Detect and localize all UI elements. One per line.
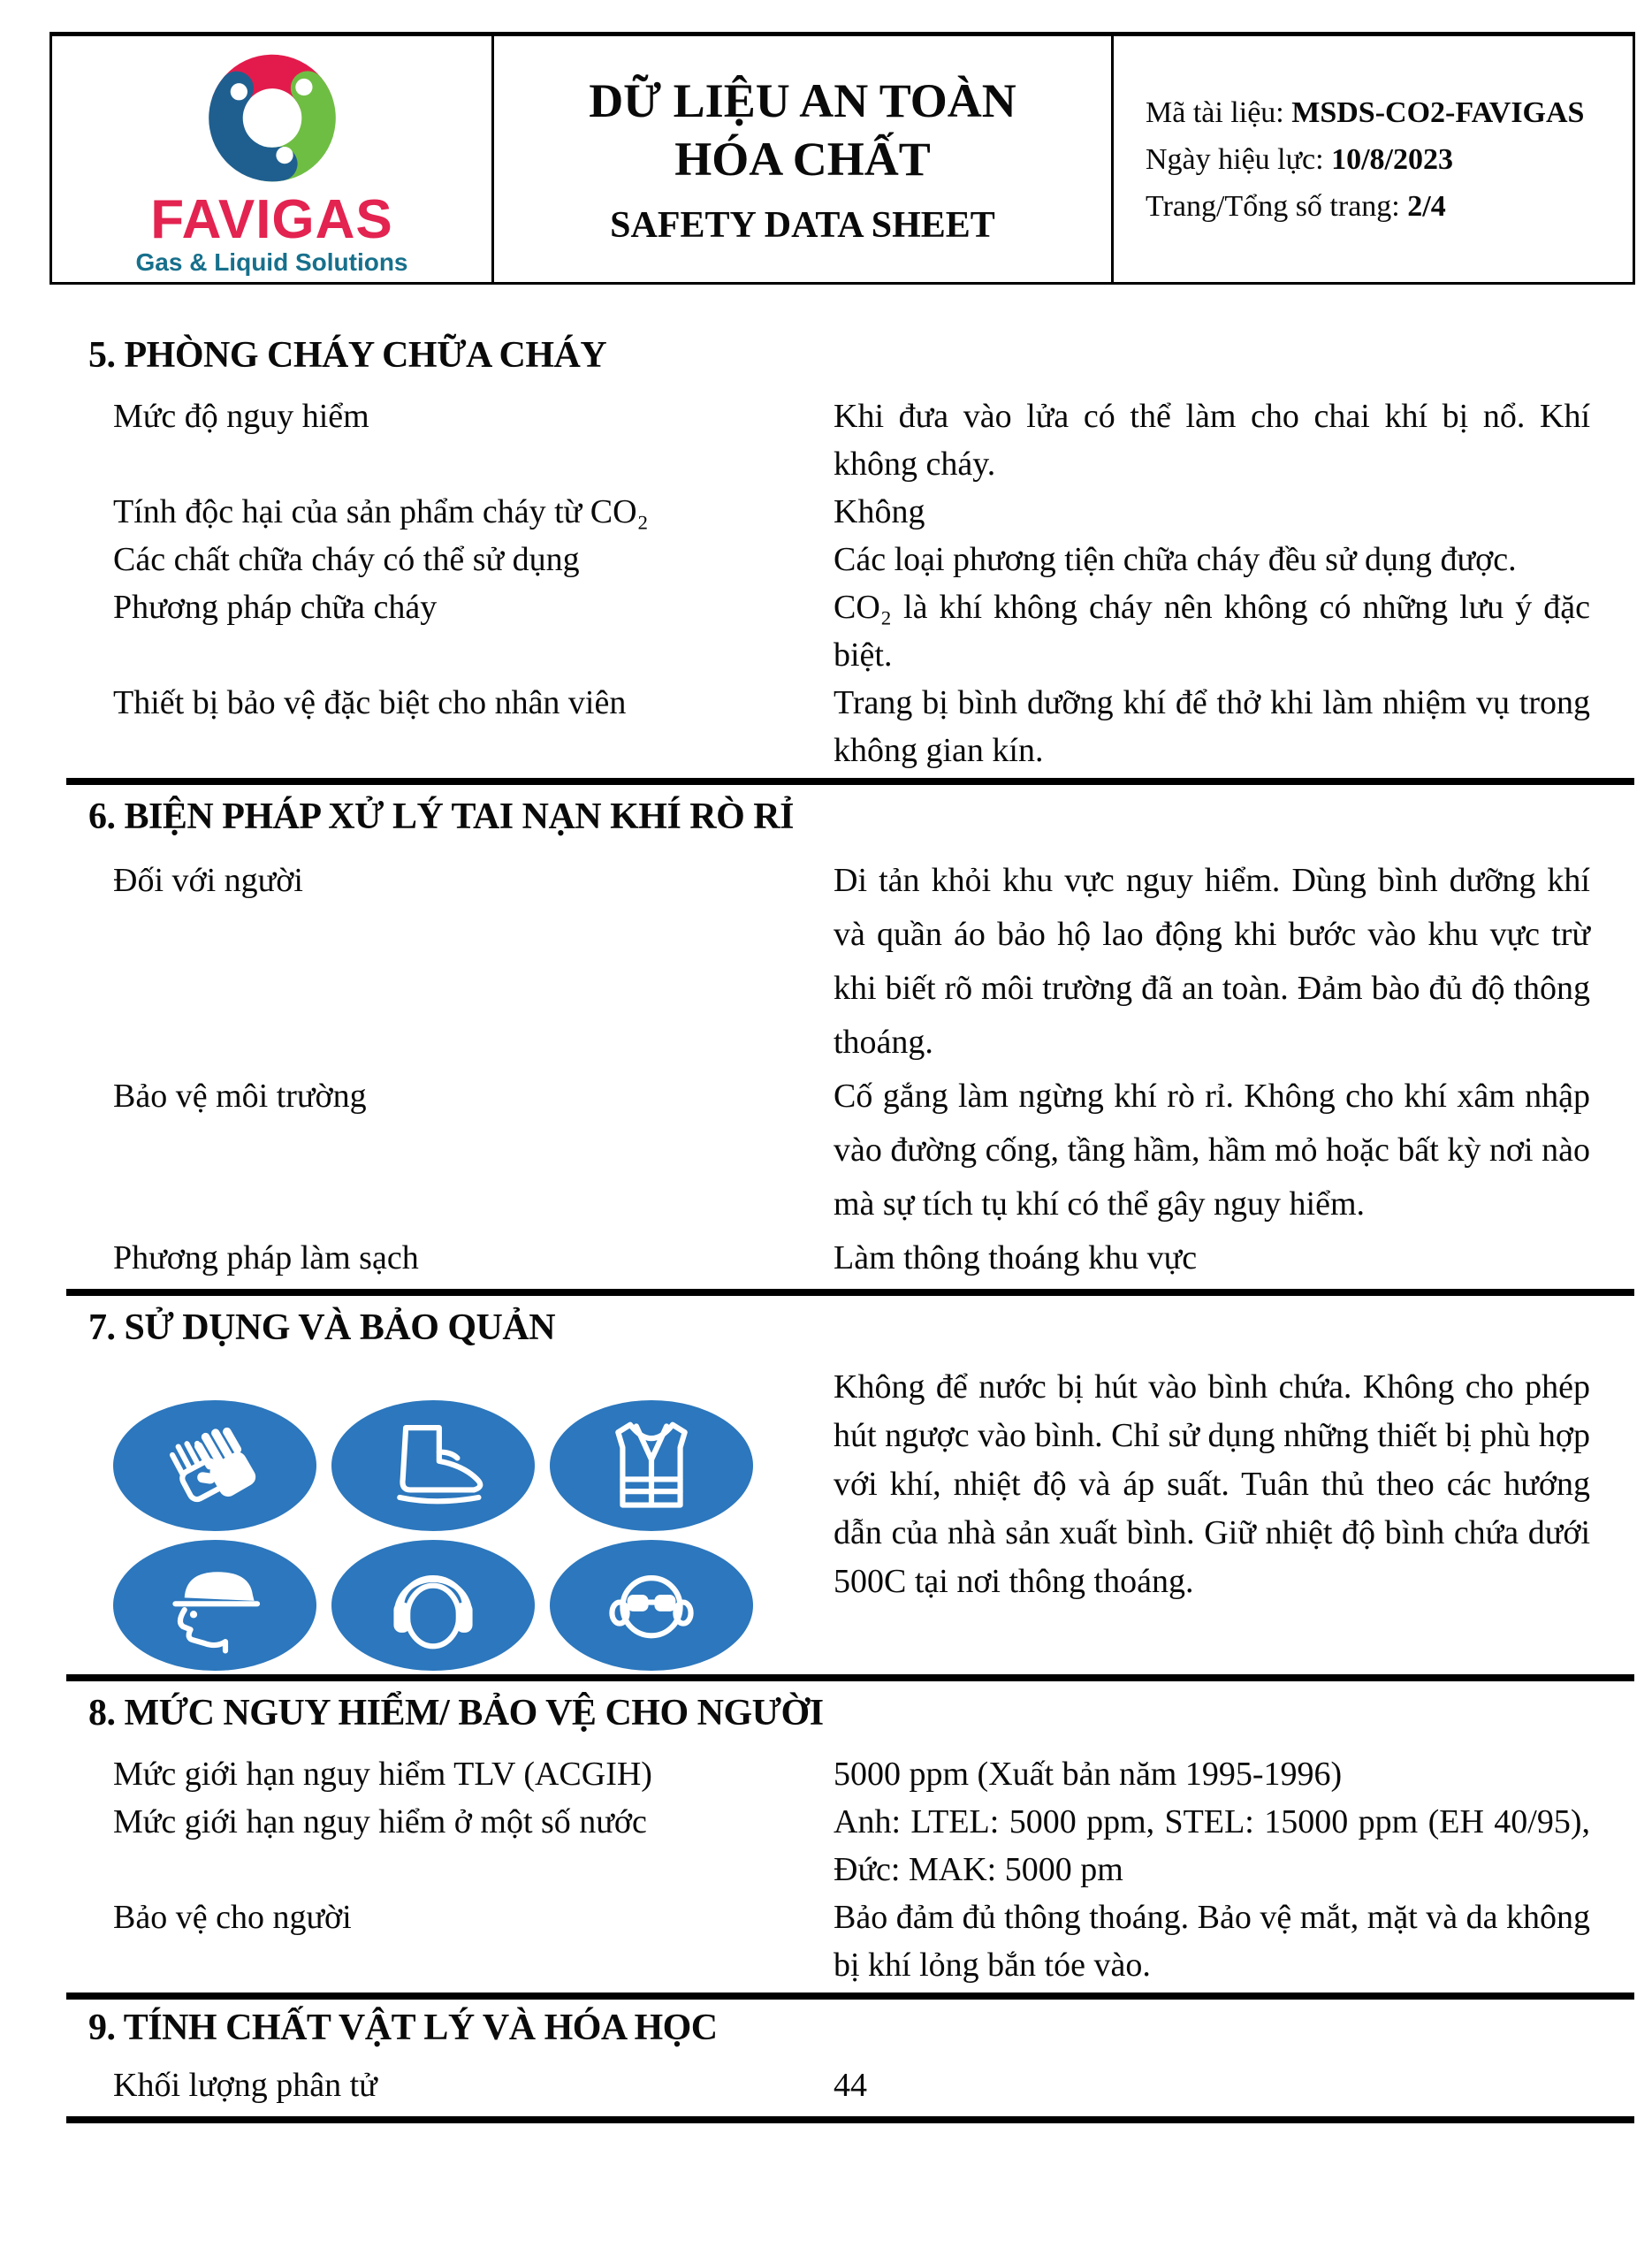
section-9-heading: 9. TÍNH CHẤT VẬT LÝ VÀ HÓA HỌC (88, 2008, 718, 2048)
section-6-rows (0, 842, 1652, 1285)
section-8-heading: 8. MỨC NGUY HIỂM/ BẢO VỆ CHO NGƯỜI (88, 1693, 824, 1733)
section-divider (66, 1993, 1634, 2000)
page-count-line (1146, 183, 1633, 230)
effective-date-value: 10/8/2023 (1331, 142, 1453, 176)
table-row (113, 1231, 1590, 1285)
header-table (49, 32, 1635, 285)
doc-code-line (1146, 89, 1633, 136)
row-label: Khối lượng phân tử (113, 2067, 377, 2104)
table-row (113, 583, 1590, 679)
table-row (113, 679, 1590, 774)
section-8-rows (0, 1738, 1652, 1989)
section-divider (66, 1289, 1634, 1296)
brand-tagline: Gas & Liquid Solutions (135, 248, 408, 276)
table-row (113, 2061, 1590, 2109)
section-divider (66, 2116, 1634, 2123)
doc-title-english: SAFETY DATA SHEET (610, 205, 995, 246)
logo-cell (52, 36, 494, 282)
row-label: Phương pháp làm sạch (113, 1239, 419, 1276)
safety-helmet-icon (113, 1540, 316, 1671)
table-row (113, 488, 1590, 536)
section-7-content (0, 1352, 1652, 1671)
table-row (113, 854, 1590, 1070)
row-label: Thiết bị bảo vệ đặc biệt cho nhân viên (113, 684, 627, 721)
table-row (113, 1798, 1590, 1893)
meta-cell (1114, 36, 1633, 282)
table-row (113, 1750, 1590, 1798)
row-label: Mức độ nguy hiểm (113, 398, 369, 435)
title-cell (494, 36, 1114, 282)
brand-name: FAVIGAS (150, 189, 393, 250)
effective-date-label: Ngày hiệu lực: (1146, 142, 1332, 176)
row-label: Bảo vệ môi trường (113, 1078, 367, 1115)
doc-code-label: Mã tài liệu: (1146, 95, 1292, 129)
row-label: Đối với người (113, 862, 303, 899)
row-label: Mức giới hạn nguy hiểm ở một số nước (113, 1803, 647, 1840)
row-value: Trang bị bình dưỡng khí để thở khi làm nhiệm vụ trong không gian kín. (834, 684, 1590, 769)
row-value: Cố gắng làm ngừng khí rò rỉ. Không cho khí xâm nhập vào đường cống, tầng hầm, hầm mỏ hoặc bất kỳ nơi nào mà sự tích tụ khí có thể gây nguy hiểm. (834, 1078, 1590, 1223)
page-count-value: 2/4 (1407, 189, 1446, 223)
row-value: Làm thông thoáng khu vực (834, 1239, 1198, 1276)
row-label: Tính độc hại của sản phẩm cháy từ CO₂ (113, 493, 649, 530)
protective-gloves-icon (113, 1400, 316, 1531)
table-row (113, 536, 1590, 583)
table-row (113, 1070, 1590, 1231)
row-value: Bảo đảm đủ thông thoáng. Bảo vệ mắt, mặt và da không bị khí lỏng bắn tóe vào. (834, 1899, 1590, 1984)
row-value: Di tản khỏi khu vực nguy hiểm. Dùng bình dưỡng khí và quần áo bảo hộ lao động khi bước vào khu vực trừ khi biết rõ môi trường đã an toàn. Đảm bào đủ độ thông thoáng. (834, 862, 1590, 1061)
doc-title-line1: DỮ LIỆU AN TOÀN (589, 74, 1016, 127)
row-value: Các loại phương tiện chữa cháy đều sử dụng được. (834, 541, 1517, 578)
section-6-heading: 6. BIỆN PHÁP XỬ LÝ TAI NẠN KHÍ RÒ RỈ (88, 796, 794, 837)
safety-goggles-icon (550, 1540, 753, 1671)
table-row (113, 392, 1590, 488)
row-value: 44 (834, 2067, 867, 2104)
row-value: Không (834, 493, 925, 530)
row-value: Khi đưa vào lửa có thể làm cho chai khí bị nổ. Khí không cháy. (834, 398, 1590, 483)
section-9-rows (0, 2053, 1652, 2109)
doc-code-value: MSDS-CO2-FAVIGAS (1291, 95, 1585, 129)
effective-date-line (1146, 136, 1633, 183)
section-5-heading: 5. PHÒNG CHÁY CHỮA CHÁY (88, 335, 607, 376)
section-7-heading: 7. SỬ DỤNG VÀ BẢO QUẢN (88, 1307, 556, 1348)
row-label: Mức giới hạn nguy hiểm TLV (ACGIH) (113, 1756, 652, 1793)
table-row (113, 1893, 1590, 1989)
safety-boots-icon (331, 1400, 535, 1531)
high-visibility-vest-icon (550, 1400, 753, 1531)
row-value: Anh: LTEL: 5000 ppm, STEL: 15000 ppm (EH 40/95), Đức: MAK: 5000 pm (834, 1803, 1590, 1888)
section-5-rows (0, 380, 1652, 774)
row-label: Bảo vệ cho người (113, 1899, 352, 1936)
ppe-pictogram-panel (113, 1363, 834, 1671)
section-divider (66, 1674, 1634, 1681)
row-label: Các chất chữa cháy có thể sử dụng (113, 541, 580, 578)
row-label: Phương pháp chữa cháy (113, 589, 438, 626)
doc-title-line2: HÓA CHẤT (674, 133, 931, 186)
favigas-logo-icon (194, 47, 351, 190)
section-divider (66, 778, 1634, 785)
row-value: CO₂ là khí không cháy nên không có những lưu ý đặc biệt. (834, 589, 1590, 674)
page-count-label: Trang/Tổng số trang: (1146, 189, 1408, 223)
section-7-paragraph: Không để nước bị hút vào bình chứa. Không cho phép hút ngược vào bình. Chỉ sử dụng những thiết bị phù hợp với khí, nhiệt độ và áp suất. Tuân thủ theo các hướng dẫn của nhà sản xuất bình. Giữ nhiệt độ bình chứa dưới 500C tại nơi thông thoáng. (834, 1368, 1590, 1600)
ear-protection-icon (331, 1540, 535, 1671)
row-value: 5000 ppm (Xuất bản năm 1995-1996) (834, 1756, 1343, 1793)
